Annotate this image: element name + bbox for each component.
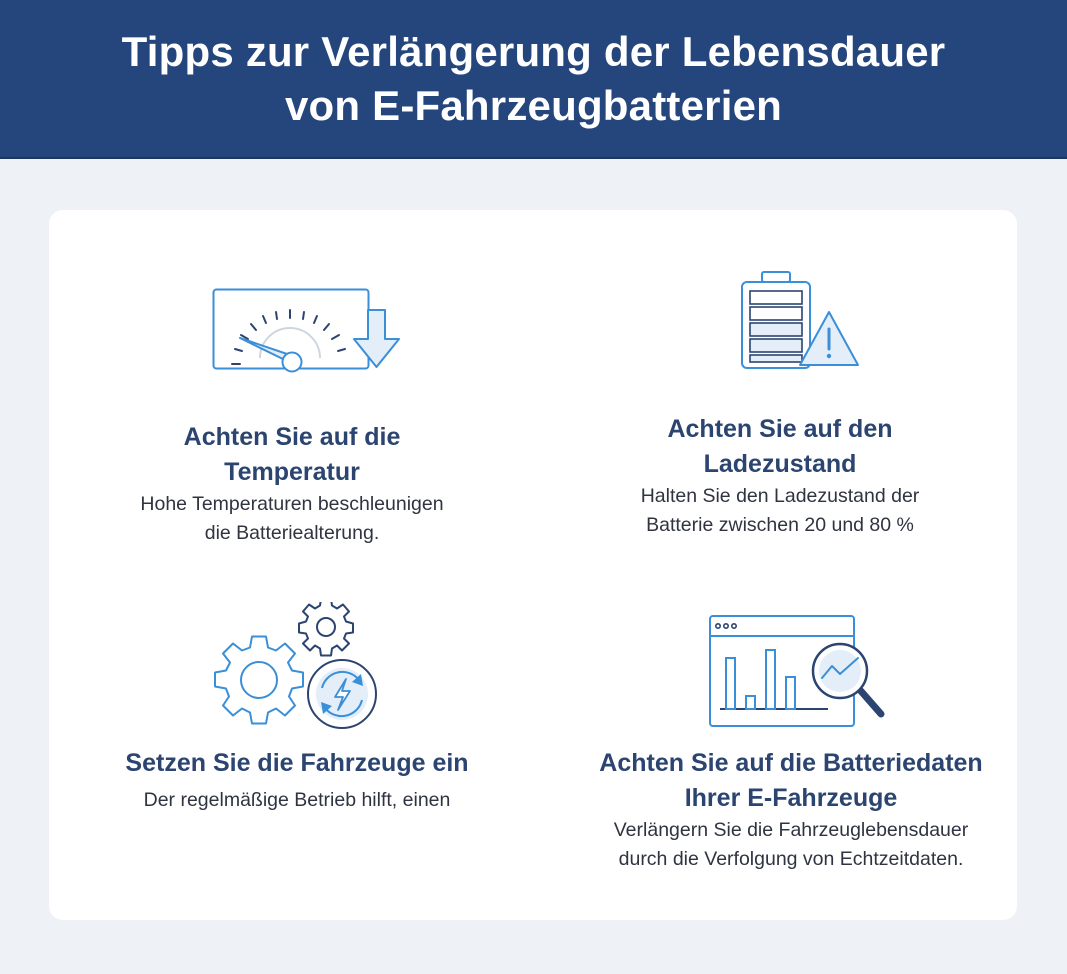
data-chart-magnifier-icon [708, 614, 888, 730]
tip-charge-state-title-line1: Achten Sie auf den [667, 415, 893, 443]
tip-use-vehicles-desc: Der regelmäßige Betrieb hilft, einen [143, 789, 451, 811]
tip-charge-state-title-line2: Ladezustand [703, 450, 857, 478]
page-title-line2: von E-Fahrzeugbatterien [284, 81, 782, 129]
page-title-line1: Tipps zur Verlängerung der Lebensdauer [121, 27, 946, 75]
tip-battery-data-title-line1: Achten Sie auf die Batteriedaten [599, 749, 983, 777]
tip-charge-state-desc-line1: Halten Sie den Ladezustand der [640, 485, 920, 507]
tip-temperature-title-line2: Temperatur [224, 458, 360, 486]
tip-charge-state-desc-line2: Batterie zwischen 20 und 80 % [646, 514, 914, 536]
tip-use-vehicles-title: Setzen Sie die Fahrzeuge ein [125, 749, 469, 777]
header-banner [0, 0, 1067, 159]
tips-card [49, 210, 1017, 920]
tip-battery-data-desc-line2: durch die Verfolgung von Echtzeitdaten. [618, 848, 964, 870]
tip-temperature-desc-line1: Hohe Temperaturen beschleunigen [140, 493, 444, 515]
tip-temperature-desc [59, 490, 525, 548]
tip-temperature [59, 420, 525, 548]
tip-temperature-title [59, 420, 525, 490]
tip-charge-state [556, 412, 1004, 540]
tip-charge-state-desc [556, 482, 1004, 540]
tip-temperature-desc-line2: die Batteriealterung. [204, 522, 380, 544]
tip-use-vehicles [59, 746, 535, 815]
tip-temperature-title-line1: Achten Sie auf die [183, 423, 401, 451]
tip-battery-data-title [551, 746, 1031, 816]
gauge-temperature-down-icon [212, 288, 404, 374]
tip-battery-data [551, 746, 1031, 874]
gears-energy-icon [209, 602, 379, 732]
tip-battery-data-desc-line1: Verlängern Sie die Fahrzeuglebensdauer [613, 819, 969, 841]
battery-warning-icon [740, 270, 864, 370]
tip-charge-state-title [556, 412, 1004, 482]
page-title [122, 25, 946, 133]
tip-battery-data-title-line2: Ihrer E-Fahrzeuge [684, 784, 898, 812]
tip-battery-data-desc [551, 816, 1031, 874]
